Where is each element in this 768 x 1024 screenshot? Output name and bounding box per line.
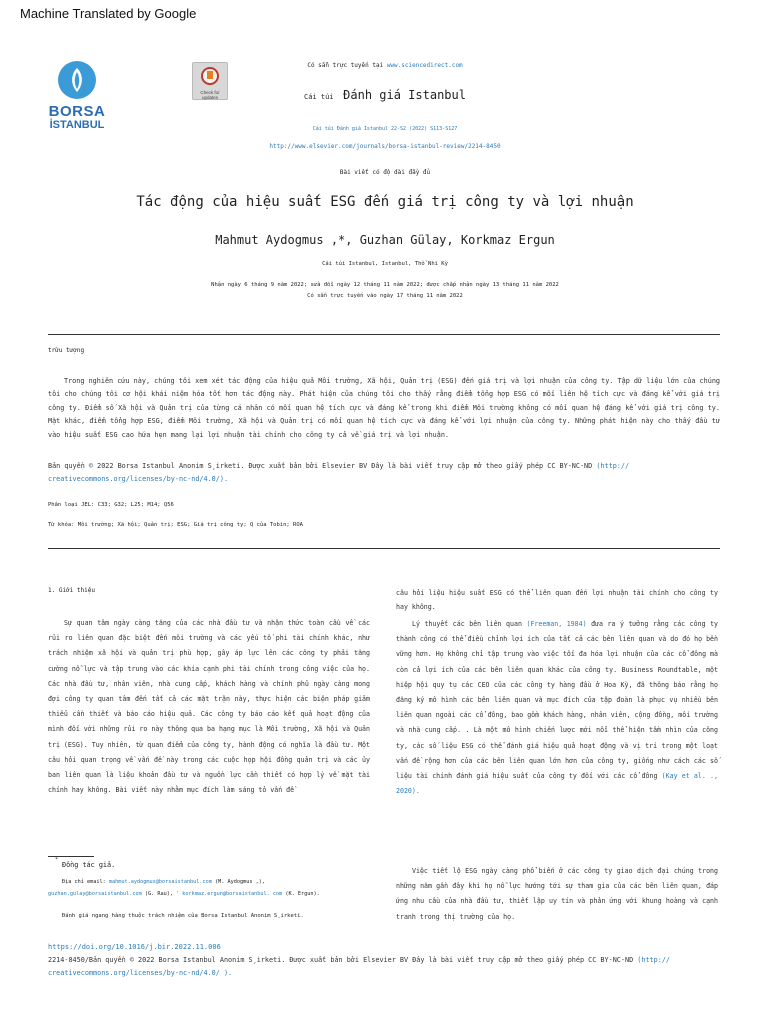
article-type: Bài viết có độ dài đầy đủ: [339, 169, 431, 176]
footnote-star: *: [55, 857, 59, 863]
available-online: [230, 62, 540, 69]
intro-right-para-1: câu hỏi liệu hiệu suất ESG có thể liên quan đến lợi nhuận tài chính cho công ty hay không.: [396, 589, 718, 611]
abstract-copyright: [48, 460, 720, 487]
logo-text-istanbul: İSTANBUL: [49, 119, 105, 131]
email-label: Địa chỉ email:: [62, 879, 106, 885]
peer-review-note: Đánh giá ngang hàng thuộc trách nhiệm của Borsa Istanbul Anonim S¸irketi.: [62, 913, 304, 919]
journal-name-line: [230, 84, 540, 103]
intro-right-para-2: [396, 617, 718, 799]
check-updates-line2: updates: [201, 95, 218, 100]
keywords: Từ khóa: Môi trường; Xã hội; Quản trị; ESG; Giá trị công ty; Q của Tobin; ROA: [48, 522, 303, 528]
email-link-2[interactable]: guzhan.gulay@borsaistanbul.com: [48, 891, 142, 897]
stakeholder-text-a: Lý thuyết các bên liên quan: [412, 620, 522, 628]
received-dates: Nhận ngày 6 tháng 9 năm 2022; sửa đổi ngày 12 tháng 11 năm 2022; được chấp nhận ngày 13 tháng 11 năm 2022: [211, 282, 559, 288]
kay-citation[interactable]: (Kay et al. ., 2020).: [396, 772, 718, 796]
citation-prefix: Cái túi: [312, 126, 334, 132]
footer-license-link[interactable]: (http:// creativecommons.org/licenses/by-nc-nd/4.0/ ).: [48, 956, 671, 977]
intro-paragraph-1: Sự quan tâm ngày càng tăng của các nhà đầu tư và nhận thức toàn cầu về các rủi ro liên quan đặc biệt đến môi trường và các yếu tố phi tài chính khác, như trách nhiệm xã hội và quản trị phù hợp, gây áp lực lên các công ty phải tăng cường nỗ lực và tập trung vào các khía cạnh phi tài chính trong công việc của họ. Các nhà đầu tư, nhân viên, nhà cung cấp, khách hàng và chính phủ ngày càng mong đợi công ty quan tâm đến tất cả các mặt trận này, thực hiện các biện pháp giảm thiểu cần thiết và báo cáo hiệu quả. Các công ty báo cáo kết quả hoạt động của mình đối với những rủi ro này thông qua ba hạng mục là Môi trường, Xã hội và Quản trị (ESG). Tuy nhiên, từ quan điểm của công ty, hành động có nghĩa là đầu tư. Một câu hỏi quan trọng về vấn đề này trong các cuộc họp hội đồng quản trị và các ủy ban liên quan là liệu khoản đầu tư và nguồn lực cần thiết có hợp lý về mặt tài chính hay không. Bài viết này nhằm mục đích làm sáng tỏ vấn đề: [48, 619, 370, 795]
jel-classification: Phân loại JEL: C33; G32; L25; M14; Q56: [48, 502, 174, 508]
tulip-logo-icon: [57, 60, 97, 100]
email-2-tail: (G. Rau),: [144, 891, 173, 897]
online-date: Có sẵn trực tuyến vào ngày 17 tháng 11 năm 2022: [307, 293, 463, 299]
abstract-copyright-text: Bản quyền © 2022 Borsa Istanbul Anonim S¸irketi. Được xuất bản bởi Elsevier BV Đây là bài viết truy cập mở theo giấy phép CC BY-NC-ND: [48, 462, 593, 470]
email-footnote-line-2: [48, 888, 368, 900]
available-prefix: Có sẵn trực tuyến tại: [307, 62, 384, 69]
authors: Mahmut Aydogmus ,*, Guzhan Gülay, Korkmaz Ergun: [215, 233, 555, 247]
divider-top: [48, 334, 720, 335]
check-updates-line1: Check for: [200, 90, 220, 95]
divider-bottom: [48, 548, 720, 549]
article-title: Tác động của hiệu suất ESG đến giá trị công ty và lợi nhuận: [136, 194, 634, 210]
email-3-tail: (K. Ergun).: [285, 891, 320, 897]
sciencedirect-link[interactable]: www.sciencedirect.com: [386, 62, 463, 69]
intro-heading: 1. Giới thiệu: [48, 587, 95, 594]
abstract-license-link[interactable]: (http:// creativecommons.org/licenses/by-nc-nd/4.0/).: [48, 462, 630, 484]
journal-name: Đánh giá Istanbul: [343, 88, 466, 102]
abstract-text: Trong nghiên cứu này, chúng tôi xem xét tác động của hiệu quả Môi trường, Xã hội, Quản trị (ESG) đến giá trị và lợi nhuận của công ty. Tập dữ liệu lớn của chúng tôi cho chúng tôi cơ hội khái niệm hóa tốt hơn tác động này. Phát hiện của chúng tôi cho thấy rằng điểm tổng hợp ESG có mối liên hệ tích cực và đáng kể với giá trị công ty. Điểm số Xã hội và Quản trị của từng cá nhân có mối quan hệ tích cực và đáng kể trong khi điểm Môi trường không có mối quan hệ đáng kể với giá trị công ty. Mặt khác, điểm tổng hợp ESG, điểm Môi trường, Xã hội và Quản trị có mối quan hệ tích cực và đáng kể với lợi nhuận của công ty. Những phát hiện này cho thấy đầu tư vào hiệu suất ESG cao hứa hẹn mang lại lợi nhuận tài chính cho công ty cả về giá trị và lợi nhuận.: [48, 377, 720, 439]
citation[interactable]: Đánh giá Istanbul 22-S2 (2022) S113-S127: [336, 126, 458, 132]
footer-copyright-text: 2214-8450/Bản quyền © 2022 Borsa Istanbul Anonim S¸irketi. Được xuất bản bởi Elsevier BV Đây là bài viết truy cập mở theo giấy phép CC BY-NC-ND: [48, 956, 634, 964]
citation-line: [230, 126, 540, 132]
machine-translated-banner: Machine Translated by Google: [20, 6, 197, 21]
doi-link[interactable]: https://doi.org/10.1016/j.bir.2022.11.006: [48, 943, 221, 951]
freeman-citation[interactable]: (Freeman, 1984): [526, 620, 587, 628]
email-1-tail: (M. Aydogmus ,),: [215, 879, 266, 885]
borsa-istanbul-logo: [46, 60, 108, 131]
email-link-1[interactable]: mahmut.aydogmus@borsaistanbul.com: [108, 879, 212, 885]
abstract-heading: trừu tượng: [48, 347, 85, 354]
check-updates-icon: [200, 66, 220, 86]
journal-homepage-link[interactable]: http://www.elsevier.com/journals/borsa-istanbul-review/2214-8450: [269, 143, 501, 150]
intro-right-para-3: Việc tiết lộ ESG ngày càng phổ biến ở các công ty giao dịch đại chúng trong những năm gần đây khi họ nỗ lực hướng tới sự tham gia của các bên liên quan, đáp ứng nhu cầu của nhà đầu tư, thiết lập uy tín và phản ứng với khung hoàng và cạnh tranh trong thị trường của họ.: [396, 867, 718, 921]
email-link-3[interactable]: ' korkmaz.ergun@borsaistanbul. com: [176, 891, 283, 897]
footer-copyright: [48, 954, 720, 979]
corresponding-author-note: Đồng tác giả.: [62, 861, 116, 869]
journal-prefix: Cái túi: [304, 93, 334, 101]
email-footnote: [62, 876, 362, 888]
stakeholder-text-b: đưa ra ý tưởng rằng các công ty thành công có thể điều chỉnh lợi ích của tất cả các bên liên quan và do đó họ bền vững hơn. Họ không chỉ tập trung vào việc tối đa hóa lợi nhuận của các cổ đông mà còn cả lợi ích của các bên liên quan khác của công ty. Business Roundtable, một hiệp hội quy tụ các CEO của các công ty hàng đầu ở Hoa Kỳ, đã thông báo rằng họ đăng ký mô hình các bên liên quan và mục đích của tập đoàn là phục vụ nhiều bên liên quan ngoài các cổ đông, bao gồm khách hàng, nhân viên, cộng đồng, môi trường và nhà cung cấp. . Là một mô hình chiến lược mới nổi thể hiện tầm nhìn của công ty, các số liệu ESG có thể đánh giá hiệu quả hoạt động và vị trí trong một loạt vấn đề rộng hơn của các bên liên quan lớn hơn của công ty, giống như cách các số liệu tài chính đánh giá hiệu suất của công ty đối với các cổ đông: [396, 620, 719, 781]
affiliation: Cái túi Istanbul, Istanbul, Thổ Nhĩ Kỳ: [322, 261, 448, 267]
logo-text-borsa: BORSA: [48, 103, 106, 120]
check-for-updates-badge[interactable]: [192, 62, 228, 100]
